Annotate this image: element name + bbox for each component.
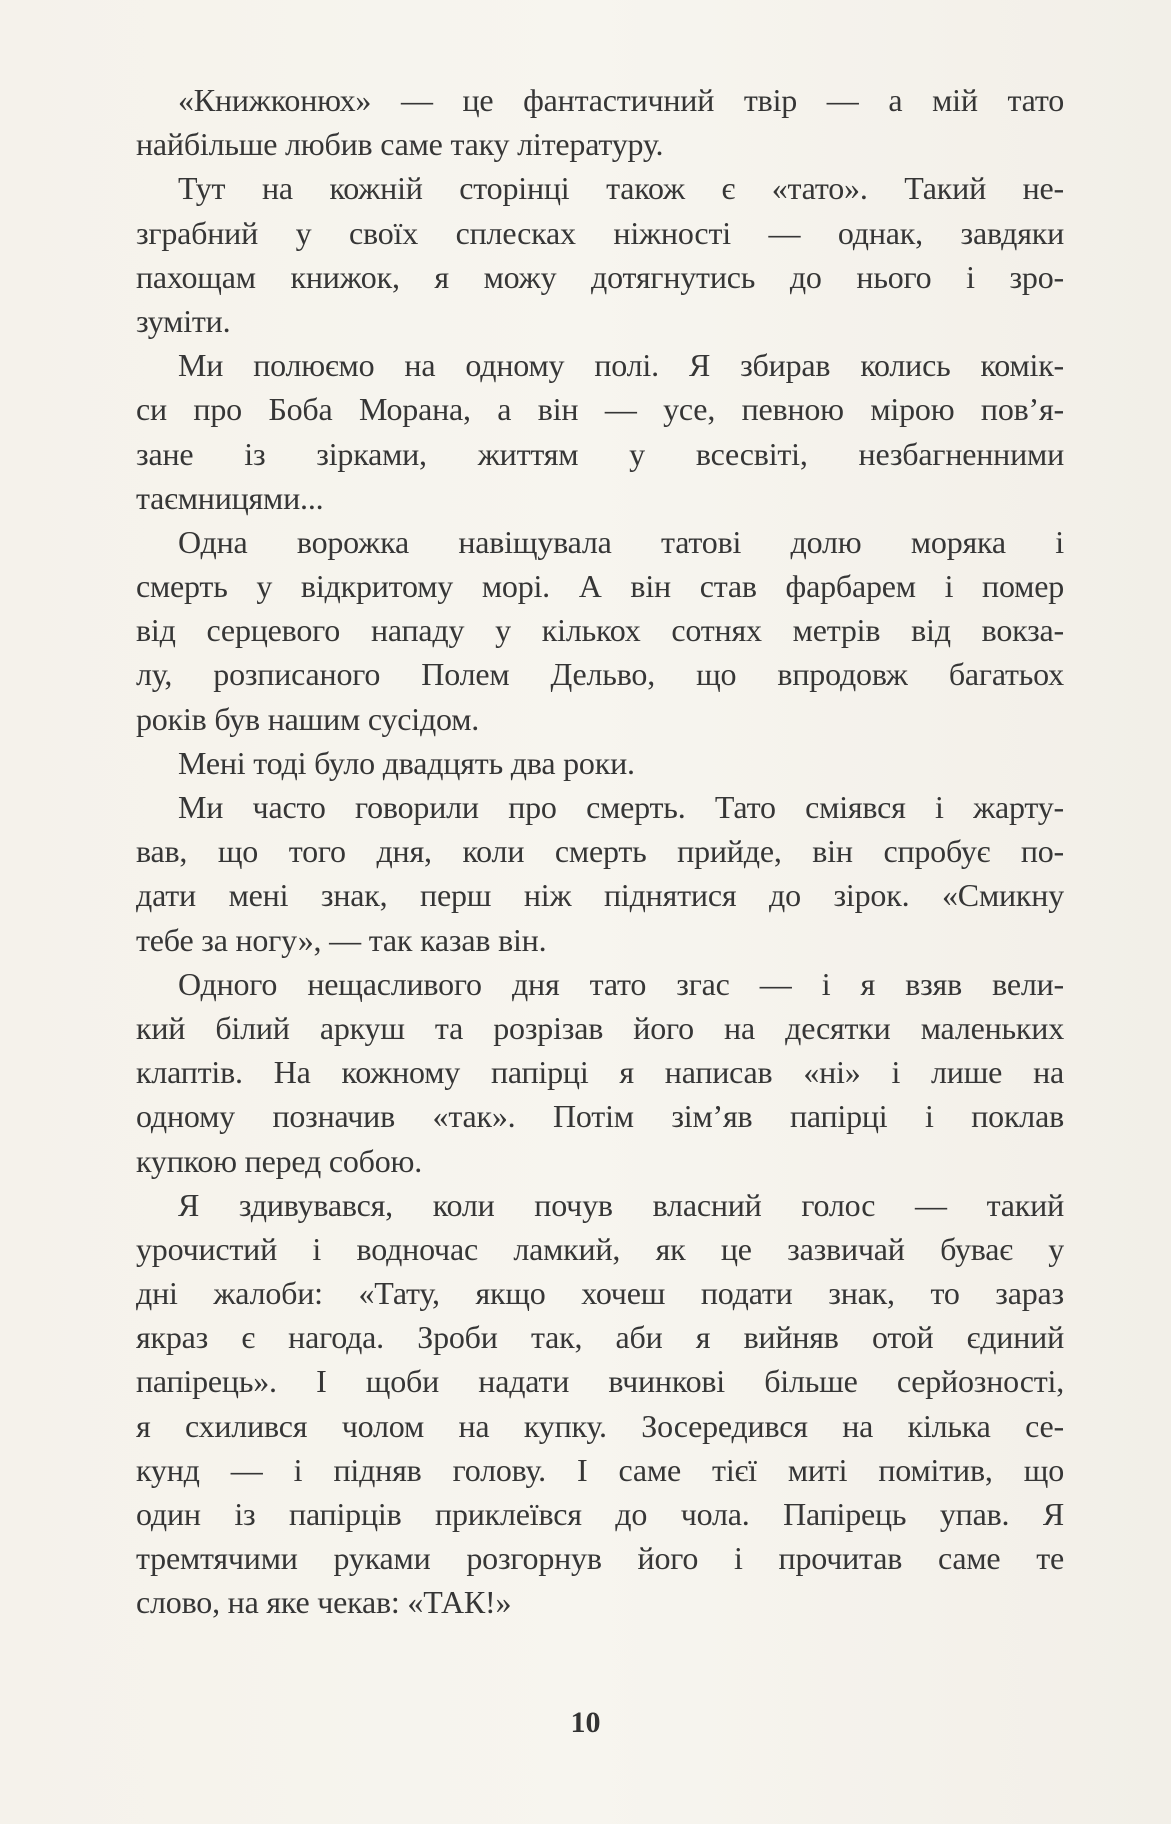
text-line: Тут на кожній сторінці також є «тато». Такий не- bbox=[178, 170, 1064, 207]
text-line: слово, на яке чекав: «ТАК!» bbox=[136, 1584, 512, 1621]
text-line: Ми полюємо на одному полі. Я збирав колись комік- bbox=[178, 347, 1064, 384]
text-line: від серцевого нападу у кількох сотнях метрів від вокза- bbox=[136, 612, 1064, 649]
text-line: Одного нещасливого дня тато згас — і я взяв вели- bbox=[178, 965, 1064, 1002]
text-line: Мені тоді було двадцять два роки. bbox=[178, 744, 635, 781]
text-line: папірець». І щоби надати вчинкові більше серйозності, bbox=[136, 1363, 1064, 1400]
text-line: вав, що того дня, коли смерть прийде, він спробує по- bbox=[136, 833, 1064, 870]
page-body-text bbox=[136, 78, 1064, 1625]
paragraph bbox=[136, 785, 1064, 962]
text-line: тремтячими руками розгорнув його і прочитав саме те bbox=[136, 1540, 1064, 1577]
text-line: Я здивувався, коли почув власний голос — такий bbox=[178, 1186, 1064, 1223]
text-line: я схилився чолом на купку. Зосередився на кілька се- bbox=[136, 1407, 1064, 1444]
paragraph bbox=[136, 520, 1064, 741]
text-line: зане із зірками, життям у всесвіті, незбагненними bbox=[136, 435, 1064, 472]
text-line: якраз є нагода. Зроби так, аби я вийняв отой єдиний bbox=[136, 1319, 1064, 1356]
paragraph bbox=[136, 166, 1064, 343]
text-line: Ми часто говорили про смерть. Тато сміявся і жарту- bbox=[178, 789, 1064, 825]
paragraph bbox=[136, 78, 1064, 166]
text-line: зуміти. bbox=[136, 302, 231, 339]
text-line: років був нашим сусідом. bbox=[136, 700, 480, 737]
text-line: тебе за ногу», — так казав він. bbox=[136, 921, 547, 958]
text-line: таємницями... bbox=[136, 479, 324, 516]
text-line: пахощам книжок, я можу дотягнутись до нього і зро- bbox=[136, 258, 1064, 295]
text-line: Одна ворожка навіщувала татові долю моряка і bbox=[178, 523, 1064, 560]
text-line: кунд — і підняв голову. І саме тієї миті помітив, що bbox=[136, 1451, 1064, 1488]
paragraph bbox=[136, 343, 1064, 520]
text-line: кий білий аркуш та розрізав його на десятки маленьких bbox=[136, 1009, 1064, 1046]
text-line: найбільше любив саме таку літературу. bbox=[136, 126, 664, 163]
text-line: урочистий і водночас ламкий, як це зазвичай буває у bbox=[136, 1230, 1064, 1267]
text-line: клаптів. На кожному папірці я написав «ні» і лише на bbox=[136, 1054, 1064, 1091]
text-line: дати мені знак, перш ніж піднятися до зірок. «Смикну bbox=[136, 877, 1064, 914]
text-line: зграбний у своїх сплесках ніжності — однак, завдяки bbox=[136, 214, 1064, 251]
text-line: купкою перед собою. bbox=[136, 1142, 423, 1179]
text-line: одному позначив «так». Потім зім’яв папірці і поклав bbox=[136, 1098, 1064, 1135]
text-line: дні жалоби: «Тату, якщо хочеш подати знак, то зараз bbox=[136, 1275, 1064, 1312]
page-number: 10 bbox=[570, 1706, 601, 1739]
text-line: си про Боба Морана, а він — усе, певною мірою пов’я- bbox=[136, 391, 1064, 428]
paragraph bbox=[136, 1183, 1064, 1625]
text-line: смерть у відкритому морі. А він став фарбарем і помер bbox=[136, 568, 1064, 605]
text-line: лу, розписаного Полем Дельво, що впродовж багатьох bbox=[136, 656, 1064, 693]
text-line: «Книжконюх» — це фантастичний твір — а мій тато bbox=[178, 82, 1064, 118]
text-line: один із папірців приклеївся до чола. Папірець упав. Я bbox=[136, 1496, 1064, 1532]
paragraph bbox=[136, 962, 1064, 1183]
paragraph bbox=[136, 741, 1064, 785]
